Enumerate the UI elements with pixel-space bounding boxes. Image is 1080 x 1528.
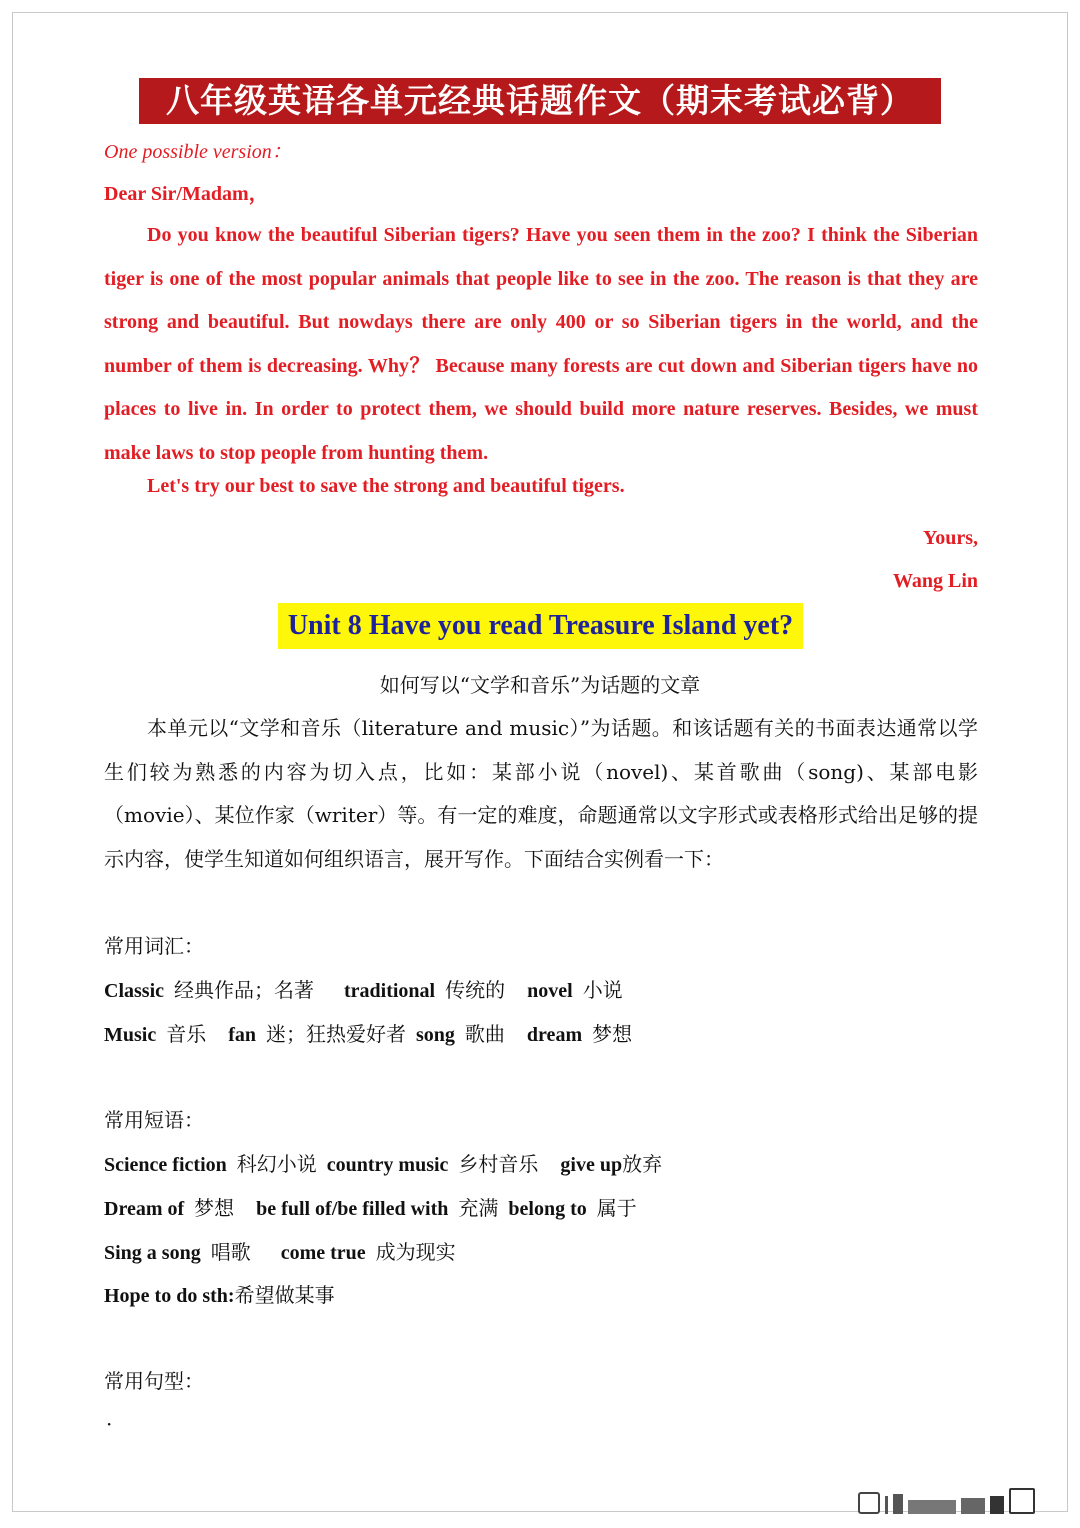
phrases-heading: 常用短语： — [104, 1108, 204, 1132]
phrase-meaning: 充满 — [458, 1196, 499, 1220]
vocab-term: song — [416, 1024, 455, 1046]
phrase-term: country music — [326, 1154, 449, 1176]
vocabulary-line — [104, 1018, 632, 1047]
phrase-term: Science fiction — [104, 1154, 227, 1176]
phrase-meaning: 成为现实 — [375, 1240, 456, 1264]
page-thumbnail-icon — [858, 1492, 880, 1514]
page-thumbnail-icon — [1009, 1488, 1035, 1514]
vocab-term: dream — [526, 1024, 583, 1046]
vocab-meaning: 梦想 — [592, 1022, 633, 1046]
page-title-banner: 八年级英语各单元经典话题作文（期末考试必背） — [139, 78, 941, 124]
vocab-term: fan — [228, 1024, 257, 1046]
phrase-line — [104, 1236, 456, 1265]
phrase-meaning: 科幻小说 — [236, 1152, 317, 1176]
page-thumbnail-icon — [961, 1498, 985, 1514]
phrase-term: be full of/be filled with — [256, 1198, 449, 1220]
vocabulary-heading: 常用词汇： — [104, 934, 204, 958]
vocab-meaning: 音乐 — [166, 1022, 207, 1046]
phrase-meaning: 乡村音乐 — [458, 1152, 539, 1176]
phrase-term: give up — [560, 1154, 623, 1176]
unit-subheading: 如何写以“文学和音乐”为话题的文章 — [379, 673, 701, 697]
vocab-meaning: 传统的 — [445, 978, 506, 1002]
phrase-term: Hope to do sth: — [104, 1285, 235, 1307]
phrase-meaning: 希望做某事 — [234, 1283, 335, 1307]
vocab-meaning: 小说 — [582, 978, 623, 1002]
vocabulary-line — [104, 974, 623, 1003]
letter-sign-off: Yours, — [922, 527, 978, 549]
unit-intro: 本单元以“文学和音乐（literature and music）”为话题。和该话题有关的书面表达通常以学生们较为熟悉的内容为切入点，比如：某部小说（novel)、某首歌曲（song)、某部电影（movie）、某位作家（writer）等。有一定的难度，命题通常以文字形式或表格形式给出足够的提示内容，使学生知道如何组织语言，展开写作。下面结合实例看一下： — [104, 716, 978, 871]
phrase-meaning: 唱歌 — [210, 1240, 251, 1264]
phrase-line — [104, 1192, 637, 1221]
vocab-term: Music — [104, 1024, 157, 1046]
vocab-meaning: 经典作品；名著 — [174, 978, 314, 1002]
phrase-term: come true — [280, 1242, 366, 1264]
phrase-meaning: 属于 — [596, 1196, 637, 1220]
phrase-line — [104, 1148, 662, 1177]
page-thumbnail-icon — [990, 1496, 1004, 1514]
phrase-term: Dream of — [104, 1198, 185, 1220]
page-thumbnail-icon — [908, 1500, 956, 1514]
letter-closing: Let's try our best to save the strong and beautiful tigers. — [147, 475, 625, 497]
phrase-line — [104, 1279, 335, 1308]
divider — [885, 1496, 888, 1514]
version-label: One possible version： — [104, 141, 292, 163]
letter-salutation: Dear Sir/Madam， — [104, 183, 269, 205]
page-thumbnail-strip — [858, 1488, 1068, 1512]
vocab-meaning: 歌曲 — [464, 1022, 505, 1046]
phrase-meaning: 放弃 — [622, 1152, 663, 1176]
list-bullet: · — [106, 1412, 113, 1436]
vocab-term: traditional — [344, 980, 436, 1002]
phrase-meaning: 梦想 — [194, 1196, 235, 1220]
vocab-term: novel — [527, 980, 573, 1002]
vocab-term: Classic — [104, 980, 164, 1002]
unit-title: Unit 8 Have you read Treasure Island yet? — [278, 603, 803, 649]
vocab-meaning: 迷；狂热爱好者 — [266, 1022, 407, 1046]
phrase-term: belong to — [508, 1198, 587, 1220]
phrase-term: Sing a song — [104, 1242, 201, 1264]
page-thumbnail-icon — [893, 1494, 903, 1514]
letter-signer: Wang Lin — [892, 570, 978, 592]
sentences-heading: 常用句型： — [104, 1369, 204, 1393]
letter-body: Do you know the beautiful Siberian tigers? Have you seen them in the zoo? I think the Siberian tiger is one of the most popular animals that people like to see in the zoo. The reason is that they are strong and beautiful. But nowdays there are only 400 or so Siberian tigers in the world, and the number of them is decreasing. Why？ Because many forests are cut down and Siberian tigers have no places to live in. In order to protect them, we should build more nature reserves. Besides, we must make laws to stop people from hunting them. — [104, 224, 978, 464]
